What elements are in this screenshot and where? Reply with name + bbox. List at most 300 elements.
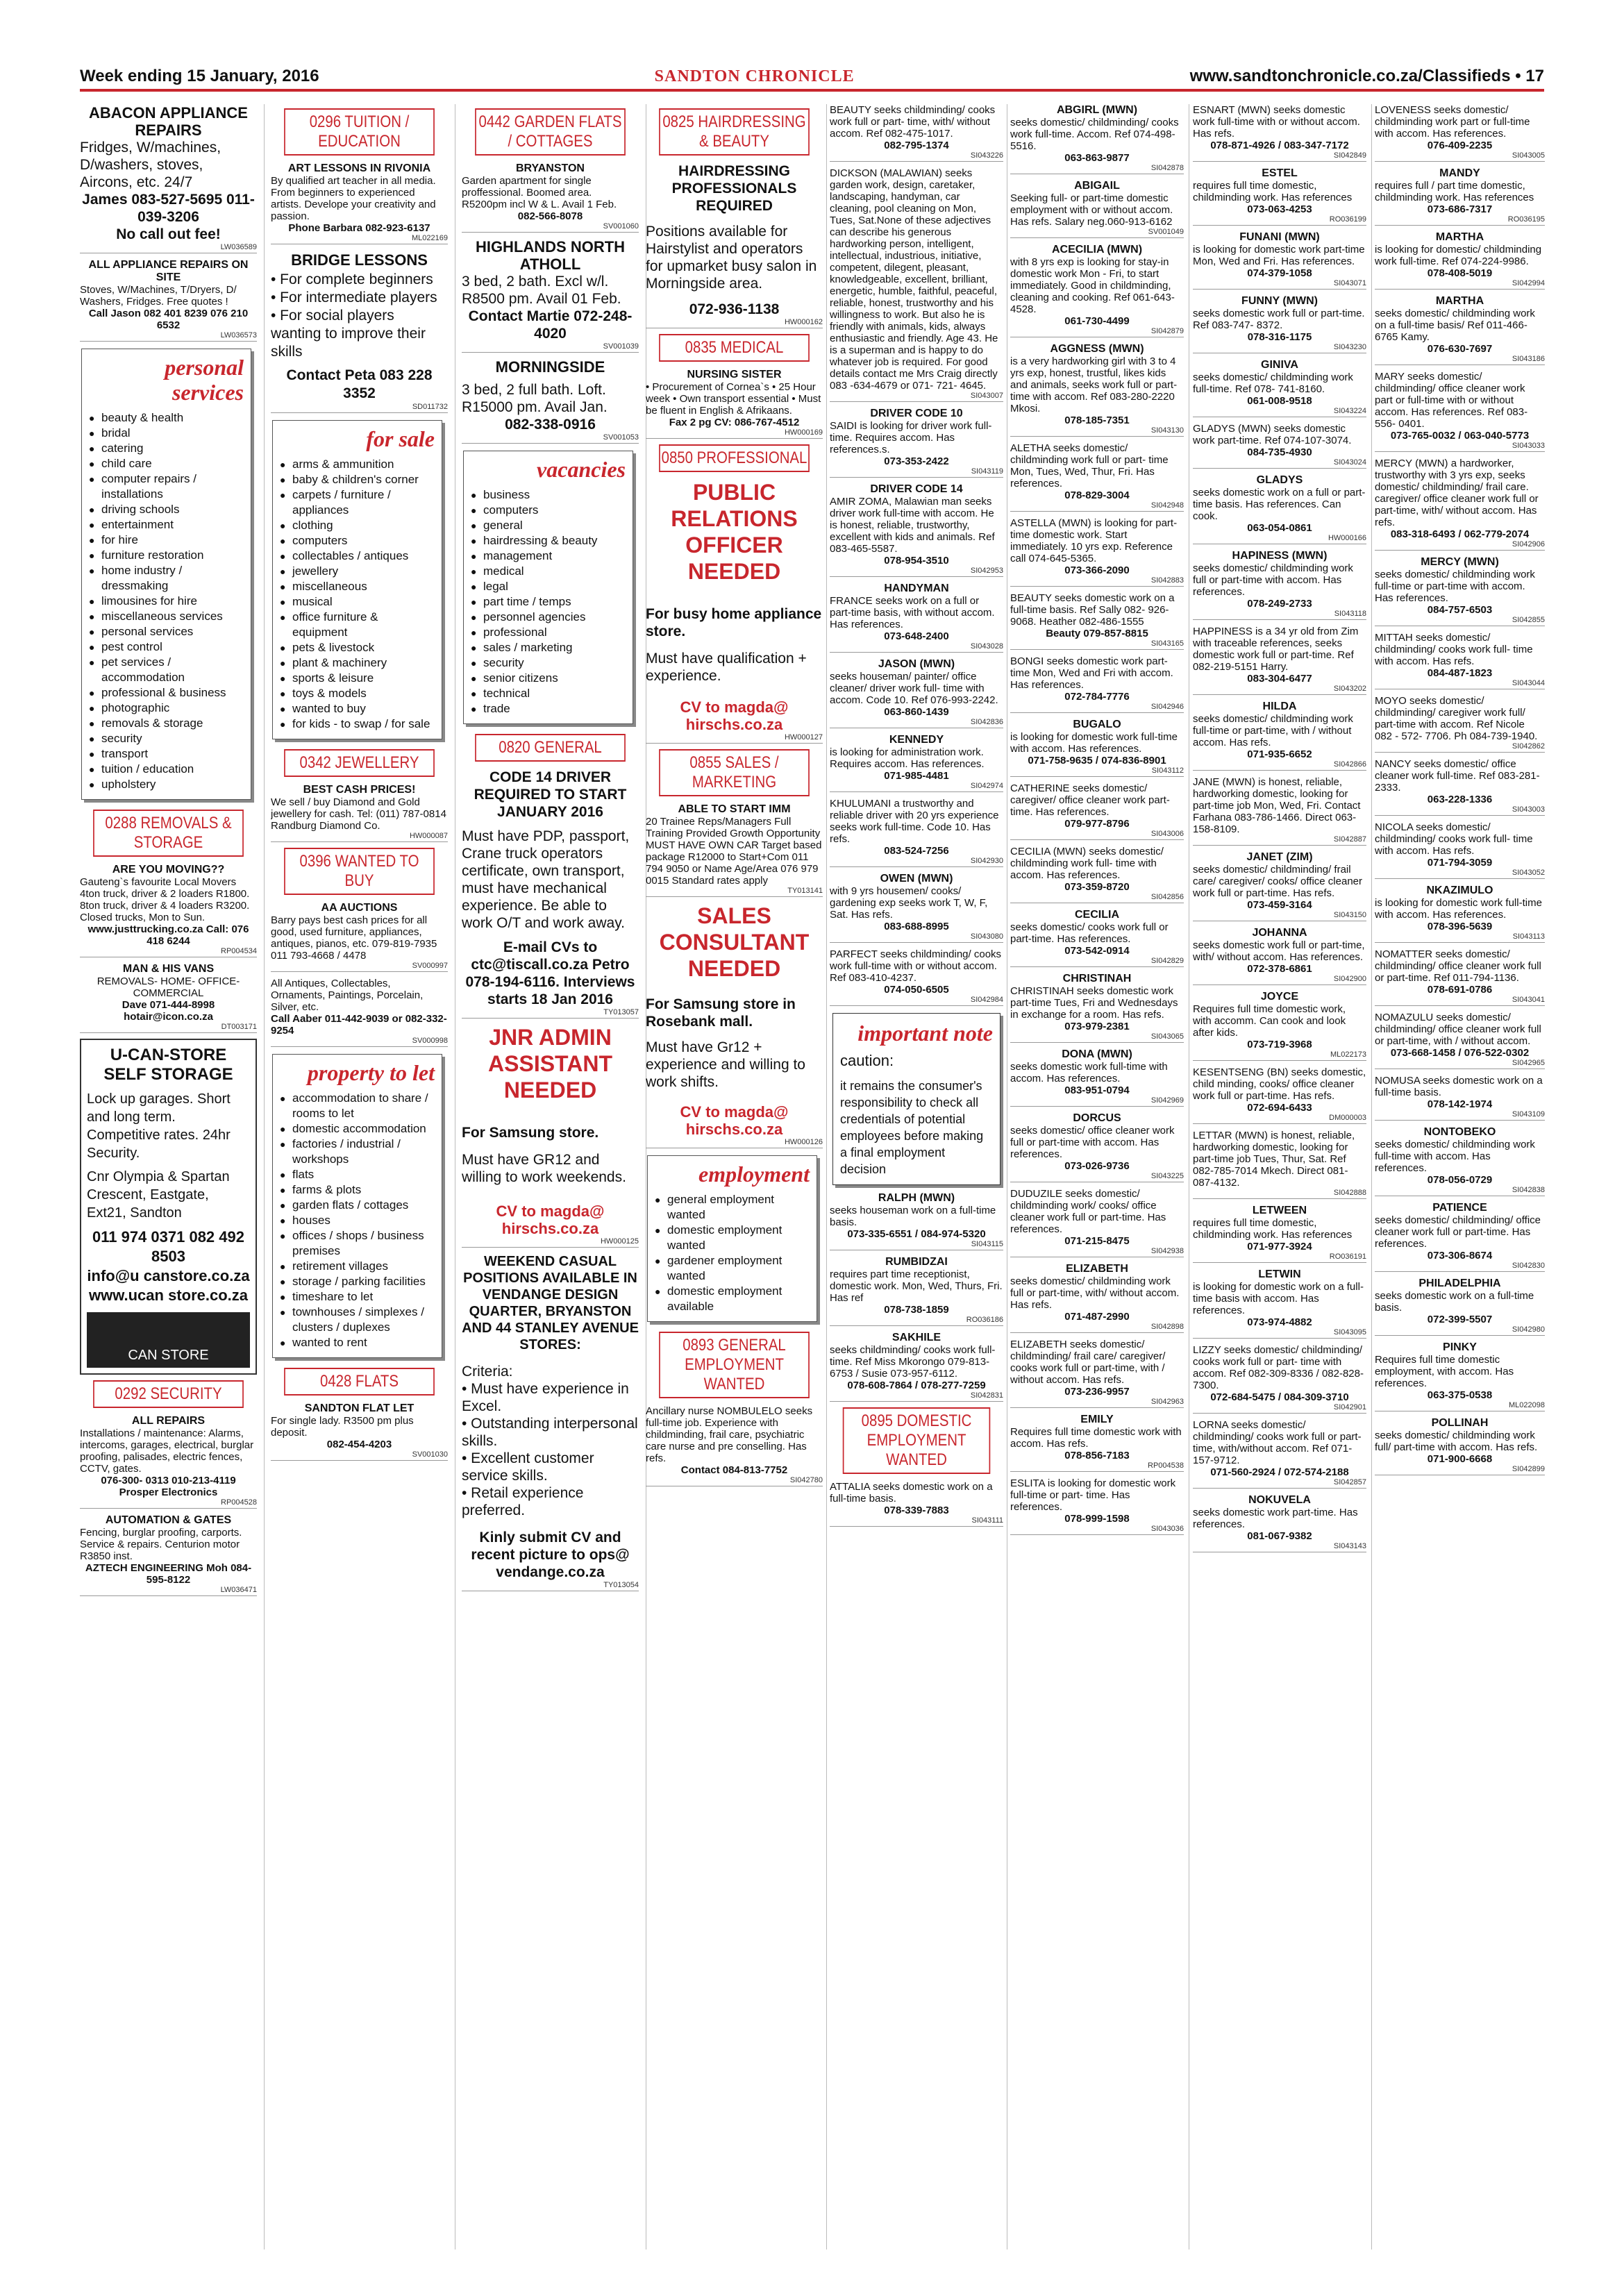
ad-weekend-casual: WEEKEND CASUAL POSITIONS AVAILABLE IN VENDANGE DESIGN QUARTER, BRYANSTON AND 44 STANLEY AVENUE STORES: Criteria: • Must have experience in Excel. • Outstanding interpersonal skills. • Excellent customer service skills. • Retail experience preferred. Kinly submit CV and recent picture to ops@ vendange.co.za TY013054: [462, 1253, 639, 1591]
category-item: ● wanted to rent: [280, 1335, 435, 1350]
ad-contact: 078-056-0729: [1427, 1174, 1493, 1186]
category-item: ● plant & machinery: [280, 655, 435, 671]
ad-body: seeks domestic/ childminding/ cooks work full-time. Accom. Ref 074-498-5516.: [1010, 117, 1179, 152]
for-sale-list: [280, 457, 435, 732]
classified-ad: [1193, 1268, 1366, 1339]
classified-ad: [1010, 1188, 1184, 1257]
ad-contact: 073-668-1458 / 076-522-0302: [1390, 1047, 1530, 1059]
ad-contact: 071-985-4481: [884, 770, 949, 782]
ad-body: ALETHA seeks domestic/ childminding work full or part- time Mon, Tues, Wed, Thur, Fri. Has references.: [1010, 442, 1169, 489]
category-item: ● driving schools: [89, 502, 244, 517]
classified-ad: [1010, 442, 1184, 512]
classified-ad: [1375, 1012, 1545, 1069]
ad-aa-auctions: AA AUCTIONS Barry pays best cash prices for all good, used furniture, appliances, antiques, pianos, etc. 079-819-7935 011 793-4668 / 4478 SV000997: [271, 902, 448, 972]
classified-ad: [1010, 909, 1184, 967]
ad-body: seeks domestic work on a full or part-time basis. Has references. Can cook.: [1193, 487, 1366, 522]
ad-body: MARY seeks domestic/ childminding/ office cleaner work part or full-time with or without accom. Has references. Ref 083-556- 0401.: [1375, 371, 1528, 430]
ad-contact: 073-979-2381: [1064, 1021, 1130, 1032]
ad-body: Requires full time domestic employment, with accom. Has references.: [1375, 1354, 1514, 1389]
ad-art-lessons: ART LESSONS IN RIVONIA By qualified art teacher in all media. From beginners to experienced artists. Develope your creativity and passion. Phone Barbara 082-923-6137 ML022169: [271, 162, 448, 244]
publication-name: SANDTON CHRONICLE: [654, 67, 855, 85]
ad-ralph: RALPH (MWN) seeks houseman work on a full-time basis. 073-335-6551 / 084-974-5320 SI043115: [830, 1192, 1003, 1250]
ad-body: LOVENESS seeks domestic/ childminding work part or full-time with accom. Has references.: [1375, 104, 1530, 140]
classified-ad: [1010, 1339, 1184, 1408]
ad-body: seeks domestic/ cooks work full or part-time. Has references.: [1010, 921, 1169, 945]
ad-body: ESLITA is looking for domestic work full-time or part- time. Has references.: [1010, 1477, 1176, 1513]
ad-reference: SI042878: [1010, 164, 1184, 174]
category-item: ● general employment wanted: [655, 1192, 810, 1223]
personal-services-box: personal services ● beauty & health ● bridal ● catering ● child care ● computer repairs / installations ● driving schools ● entertainment ● for hire ● furniture restoration ● home industry / dressmaking ● limousines for hire ● miscellaneous services ● personal services ● pest control ● pet services / accommodation ● professional & business ● photographic ● removals & storage ● security ● transport ● tuition / education ● upholstery: [81, 349, 251, 800]
section-general-employment-wanted: 0893 GENERAL EMPLOYMENT WANTED: [659, 1332, 810, 1398]
ad-title: ESTEL: [1262, 167, 1298, 179]
classified-ad: [1193, 1066, 1366, 1124]
ad-body: is looking for domestic/ childminding work full-time. Ref 074-224-9986.: [1375, 244, 1542, 267]
ad-reference: RO036191: [1193, 1252, 1366, 1263]
ad-reference: SI043024: [1193, 458, 1366, 469]
classified-ad: [1375, 1126, 1545, 1196]
ad-reference: SI043028: [830, 642, 1003, 653]
ad-body: seeks domestic/ office cleaner work full or part-time with accom. Has references.: [1010, 1125, 1175, 1160]
ad-reference: SI042899: [1375, 1465, 1545, 1475]
section-garden-flats: 0442 GARDEN FLATS / COTTAGES: [475, 108, 626, 156]
ad-body: NOMAZULU seeks domestic/ childminding/ office cleaner work full or part-time, with / without accom.: [1375, 1012, 1541, 1047]
ad-title: DRIVER CODE 10: [870, 408, 963, 419]
issue-date: Week ending 15 January, 2016: [80, 67, 319, 85]
classified-ad: [1010, 782, 1184, 840]
ad-body: seeks domestic/ childminding work full-time or part-time, with / without accom. Has refs.: [1193, 713, 1353, 748]
classified-ad: [1375, 1341, 1545, 1411]
ad-body: requires full / part time domestic, childminding work. Has references: [1375, 180, 1534, 203]
ad-reference: RP004538: [1010, 1461, 1184, 1472]
ad-contact: 078-871-4926 / 083-347-7172: [1210, 140, 1349, 151]
ad-reference: SI042965: [1375, 1059, 1545, 1069]
ad-title: ABIGAIL: [1074, 180, 1120, 192]
ad-morningside: MORNINGSIDE 3 bed, 2 full bath. Loft. R15000 pm. Avail Jan. 082-338-0916 SV001053: [462, 358, 639, 444]
ad-body: is looking for domestic work full-time with accom. Has references.: [1375, 897, 1542, 921]
ad-contact: 073-359-8720: [1064, 881, 1130, 893]
classified-ad: [1010, 343, 1184, 437]
ad-contact: 073-366-2090: [1064, 564, 1130, 576]
ad-title: LETWIN: [1258, 1268, 1301, 1280]
category-item: ● carpets / furniture / appliances: [280, 487, 435, 518]
ad-reference: SI042883: [1010, 576, 1184, 587]
category-item: ● pest control: [89, 639, 244, 655]
ad-body: seeks domestic/ childminding work full-time with accom. Has references.: [1375, 1139, 1535, 1174]
category-item: ● houses: [280, 1213, 435, 1228]
ad-body: is looking for administration work. Requires accom. Has references.: [830, 746, 985, 770]
ad-ancillary-nurse: Ancillary nurse NOMBULELO seeks full-time job. Experience with childminding, frail care, psychiatric care nurse and pre conselling. Has refs. Contact 084-813-7752 SI042780: [646, 1405, 823, 1486]
ad-contact: 063-863-9877: [1064, 152, 1130, 164]
ad-contact: 083-688-8995: [884, 921, 949, 932]
classified-ad: [1010, 1263, 1184, 1333]
category-item: ● professional & business: [89, 685, 244, 701]
category-item: ● hairdressing & beauty: [471, 533, 626, 548]
classified-ad: [1193, 1419, 1366, 1489]
domestic-ads-list: [830, 104, 1003, 1006]
classified-ad: [1010, 655, 1184, 713]
classified-ad: [1193, 359, 1366, 417]
ad-title: ACECILIA (MWN): [1051, 244, 1143, 255]
ad-body: with 9 yrs housemen/ cooks/ gardening exp seeks work T, W, F, Sat. Has refs.: [830, 885, 988, 921]
ad-contact: 078-316-1175: [1247, 331, 1312, 343]
section-professional: 0850 PROFESSIONAL: [659, 444, 810, 472]
ad-body: with 8 yrs exp is looking for stay-in domestic work Mon - Fri, to start immediately. Good in childminding, cleaning and cooking. Ref 061-643- 4528.: [1010, 256, 1175, 315]
ad-body: seeks domestic/ childminding work full/ part-time with accom. Has refs.: [1375, 1430, 1538, 1453]
ad-contact: 078-999-1598: [1064, 1513, 1130, 1525]
ad-contact: 072-399-5507: [1427, 1314, 1493, 1325]
ad-title: OWEN (MWN): [880, 873, 953, 885]
ad-title: PHILADELPHIA: [1418, 1277, 1501, 1289]
ad-reference: SI043130: [1010, 426, 1184, 437]
ad-contact: 073-719-3968: [1247, 1039, 1312, 1050]
classified-ad: [1193, 1494, 1366, 1552]
category-item: ● child care: [89, 456, 244, 471]
ad-body: BEAUTY seeks domestic work on a full-time basis. Ref Sally 082- 926-9068. Heather 082-486-1555: [1010, 592, 1175, 628]
category-item: ● personnel agencies: [471, 610, 626, 625]
ad-body: LIZZY seeks domestic/ childminding/ cooks work full or part- time with accom. Ref 082-309-8336 / 082-828- 7300.: [1193, 1344, 1364, 1391]
ad-able-to-start: ABLE TO START IMM 20 Trainee Reps/Managers Full Training Provided Growth Opportunity MUST HAVE OWN CAR Target based package R12000 to Start+Com 011 794 9050 or Name Age/Area 076 979 0015 Standard rates apply TY013141: [646, 803, 823, 897]
ad-title: JOHANNA: [1252, 927, 1307, 939]
ad-reference: ML022098: [1375, 1401, 1545, 1411]
classified-ad: [1375, 885, 1545, 943]
category-item: ● for hire: [89, 533, 244, 548]
ad-body: AMIR ZOMA, Malawian man seeks driver work full-time with accom. He is honest, reliable, trustworthy, excellent with kids and animals. Ref 083-465-5587.: [830, 496, 995, 555]
classified-ad: [1375, 371, 1545, 452]
classified-ad: [830, 483, 1003, 577]
column-rule: [1371, 104, 1372, 2249]
ad-contact: 083-951-0794: [1064, 1084, 1130, 1096]
ad-contact: 078-408-5019: [1427, 267, 1493, 279]
classified-ad: [1375, 167, 1545, 226]
ad-reference: SI042974: [830, 782, 1003, 792]
classified-ad: [830, 658, 1003, 728]
category-item: ● security: [89, 731, 244, 746]
category-item: ● miscellaneous: [280, 579, 435, 594]
classified-ad: [1010, 719, 1184, 777]
ad-body: KHULUMANI a trustworthy and reliable driver with 20 yrs experience seeks work full-time. Code 10. Has refs.: [830, 798, 999, 845]
section-sales-marketing: 0855 SALES / MARKETING: [659, 749, 810, 796]
ad-body: MERCY (MWN) a hardworker, trustworthy with 3 yrs exp, seeks domestic/ childminding/ frail care. caregiver/ office cleaner work full or part-time, with/ without accom. Has refs.: [1375, 458, 1539, 528]
ad-contact: 071-758-9635 / 074-836-8901: [1028, 755, 1166, 766]
ad-reference: SI043052: [1375, 869, 1545, 879]
ad-title: MARTHA: [1435, 231, 1484, 243]
category-item: ● flats: [280, 1167, 435, 1182]
ad-contact: 081-067-9382: [1247, 1530, 1312, 1542]
ad-body: seeks domestic/ childminding/ frail care/ caregiver/ cooks/ office cleaner work full or part-time. Has refs.: [1193, 864, 1363, 899]
classified-ad: [1010, 846, 1184, 903]
ad-reference: SI043165: [1010, 639, 1184, 650]
ad-contact: 078-829-3004: [1064, 489, 1130, 501]
ad-reference: SI043143: [1193, 1542, 1366, 1552]
category-item: ● home industry / dressmaking: [89, 563, 244, 594]
category-item: ● sports & leisure: [280, 671, 435, 686]
ad-body: is looking for domestic work on a full-time basis with accom. Has references.: [1193, 1281, 1364, 1316]
ad-title: ELIZABETH: [1066, 1263, 1128, 1275]
column-1: [80, 104, 257, 2249]
ad-contact: 078-856-7183: [1064, 1450, 1130, 1461]
ad-reference: SI043150: [1193, 911, 1366, 921]
ad-sandton-flat: SANDTON FLAT LET For single lady. R3500 pm plus deposit. 082-454-4203 SV001030: [271, 1402, 448, 1461]
ad-pr-officer: PUBLIC RELATIONS OFFICER NEEDED For busy home appliance store. Must have qualification + experience. CV to magda@ hirschs.co.za HW000127: [646, 479, 823, 744]
ad-body: MITTAH seeks domestic/ childminding/ cooks work full- time with accom. Has refs.: [1375, 632, 1533, 667]
classified-ad: [1193, 701, 1366, 771]
ad-title: KENNEDY: [889, 734, 944, 746]
classified-ad: [1193, 1130, 1366, 1199]
ad-body: NANCY seeks domestic/ office cleaner work full-time. Ref 083-281-2333.: [1375, 758, 1540, 794]
ad-highlands: HIGHLANDS NORTH ATHOLL 3 bed, 2 bath. Excl w/l. R8500 pm. Avail 01 Feb. Contact Martie 072-248-4020 SV001039: [462, 238, 639, 353]
ad-body: seeks domestic/ childminding work full or part-time, with/ without accom. Has refs.: [1010, 1275, 1180, 1311]
ad-contact: 072-694-6433: [1247, 1102, 1312, 1114]
ad-title: BUGALO: [1073, 719, 1121, 730]
ad-reference: SI042838: [1375, 1186, 1545, 1196]
section-label: www.sandtonchronicle.co.za/Classifieds • 17: [1189, 67, 1544, 85]
ad-contact: 063-375-0538: [1427, 1389, 1493, 1401]
ad-attalia: ATTALIA seeks domestic work on a full-time basis. 078-339-7883 SI043111: [830, 1481, 1003, 1527]
ad-code14-driver: CODE 14 DRIVER REQUIRED TO START JANUARY 2016 Must have PDP, passport, Crane truck operators certificate, own transport, must have mechanical experience. Be able to work O/T and work away. E-mail CVs to ctc@tiscall.co.za Petro 078-194-6116. Interviews starts 18 Jan 2016 TY013057: [462, 769, 639, 1019]
ad-contact: 078-691-0786: [1427, 984, 1493, 996]
ad-reference: HW000166: [1193, 534, 1366, 544]
classified-ad: [830, 104, 1003, 162]
ad-nursing-sister: NURSING SISTER • Procurement of Cornea`s • 25 Hour week • Own transport essential • Must be fluent in English & Afrikaans. Fax 2 pg CV: 086-767-4512 HW000169: [646, 369, 823, 439]
ad-reference: SI043044: [1375, 679, 1545, 689]
ad-moving: ARE YOU MOVING?? Gauteng`s favourite Local Movers 4ton truck, driver & 2 loaders R1800. 8ton truck, driver & 4 loaders R3200. Closed trucks, Mon to Sun. www.justtrucking.co.za Call: 076 418 6244 RP004534: [80, 864, 257, 957]
ad-body: seeks domestic work part-time. Has references.: [1193, 1507, 1358, 1530]
ad-ucan-store: U-CAN-STORE SELF STORAGE Lock up garages. Short and long term. Competitive rates. 24hr Security. Cnr Olympia & Spartan Crescent, Eastgate, Ext21, Sandton 011 974 0371 082 492 8503 info@u canstore.co.za www.ucan store.co.za CAN STORE: [80, 1039, 257, 1375]
category-item: ● office furniture & equipment: [280, 610, 435, 640]
ad-contact: 078-396-5639: [1427, 921, 1493, 932]
ad-body: HAPPINESS is a 34 yr old from Zim with traceable references, seeks domestic work full or part-time. Ref 082-219-5151 Harry.: [1193, 626, 1359, 673]
ad-reference: SI042963: [1010, 1398, 1184, 1408]
category-item: ● timeshare to let: [280, 1289, 435, 1305]
ad-automation: AUTOMATION & GATES Fencing, burglar proofing, carports. Service & repairs. Centurion motor R3850 inst. AZTECH ENGINEERING Moh 084-595-8122 LW036471: [80, 1514, 257, 1596]
ad-reference: SI043226: [830, 151, 1003, 162]
ad-contact: 078-185-7351: [1064, 414, 1130, 426]
classified-ad: [1010, 104, 1184, 174]
ad-contact: 072-784-7776: [1064, 691, 1130, 703]
ad-body: KESENTSENG (BN) seeks domestic, child minding, cooks/ office cleaner work full or part-time. Has refs.: [1193, 1066, 1366, 1102]
ad-contact: 073-648-2400: [884, 630, 949, 642]
ad-reference: SI043080: [830, 932, 1003, 943]
category-item: ● security: [471, 655, 626, 671]
ad-title: EMILY: [1080, 1414, 1114, 1425]
ad-jnr-admin: JNR ADMIN ASSISTANT NEEDED For Samsung store. Must have GR12 and willing to work weekends. CV to magda@ hirschs.co.za HW000125: [462, 1024, 639, 1248]
ad-reference: RO036195: [1375, 215, 1545, 226]
category-item: ● offices / shops / business premises: [280, 1228, 435, 1259]
ad-contact: 076-630-7697: [1427, 343, 1493, 355]
ad-contact: 071-900-6668: [1427, 1453, 1493, 1465]
ad-reference: SI042830: [1375, 1262, 1545, 1272]
category-item: ● legal: [471, 579, 626, 594]
section-domestic-employment-wanted: 0895 DOMESTIC EMPLOYMENT WANTED: [843, 1407, 991, 1474]
ad-body: ESNART (MWN) seeks domestic work full-time with or without accom. Has refs.: [1193, 104, 1360, 140]
classified-ad: [830, 734, 1003, 792]
ad-body: seeks domestic/ childminding work on a full-time basis/ Ref 011-466-6765 Kamy.: [1375, 308, 1535, 343]
ad-reference: SI042969: [1010, 1096, 1184, 1107]
category-item: ● domestic employment available: [655, 1284, 810, 1314]
category-item: ● wanted to buy: [280, 701, 435, 717]
domestic-ads-list: [1010, 104, 1184, 1535]
ad-contact: 071-215-8475: [1064, 1235, 1130, 1247]
classified-ad: [1375, 695, 1545, 753]
ad-body: seeks domestic work full or part-time, with/ without accom. Has references.: [1193, 939, 1365, 963]
ad-body: BEAUTY seeks childminding/ cooks work full or part- time, with/ without accom. Ref 082-475-1017.: [830, 104, 996, 140]
ad-reference: SI042946: [1010, 703, 1184, 713]
category-item: ● beauty & health: [89, 410, 244, 426]
ad-contact: 078-249-2733: [1247, 598, 1312, 610]
ad-reference: SI042862: [1375, 742, 1545, 753]
ad-body: FRANCE seeks work on a full or part-time basis, with without accom. Has references.: [830, 595, 995, 630]
ad-hairdressing: HAIRDRESSING PROFESSIONALS REQUIRED Positions available for Hairstylist and operators for upmarket busy salon in Morningside area. 072-936-1138 HW000162: [646, 162, 823, 328]
section-tuition: 0296 TUITION / EDUCATION: [284, 108, 435, 156]
ad-reference: ML022173: [1193, 1050, 1366, 1061]
category-item: ● computers: [280, 533, 435, 548]
section-jewellery: 0342 JEWELLERY: [284, 749, 435, 777]
ad-reference: SI043186: [1375, 355, 1545, 365]
classified-ad: [1010, 1477, 1184, 1535]
ad-body: seeks houseman/ painter/ office cleaner/ driver work full- time with accom. Code 10. Ref 076-993-2242.: [830, 671, 998, 706]
vacancies-list: [471, 487, 626, 717]
ad-body: seeks domestic/ childminding work full or part-time with accom. Has references.: [1193, 562, 1353, 598]
ad-body: LORNA seeks domestic/ childminding/ cooks work full or part-time, with/without accom. Ref 071-157-9712.: [1193, 1419, 1362, 1466]
section-security: 0292 SECURITY: [93, 1380, 244, 1408]
ad-abacon: ABACON APPLIANCE REPAIRS Fridges, W/machines, D/washers, stoves, Aircons, etc. 24/7 James 083-527-5695 011-039-3206 No call out fee! LW036589: [80, 104, 257, 253]
ad-body: DICKSON (MALAWIAN) seeks garden work, design, caretaker, landscaping, handyman, car cleaning, pool cleaning on Mon, Tues, Sat.None of these adjectives can describe his generous hardworking person, intelligent, intellectual, industrious, initiative, competent, dilegent, pleasant, knowledgeable, excellent, brilliant, energetic, humble, faithful, peaceful, reliable, honest, trustworthy and his willingness to work. But also he is friendly with animals, kids, always enthusiastic and friendly. Age 43. He is a superman and is happy to do whatever job is required. For good details contact me Mrs Craig directly 083 -634-4679 or 071- 721- 4645.: [830, 167, 998, 392]
ad-title: JOYCE: [1260, 991, 1299, 1003]
classified-ad: [830, 798, 1003, 867]
category-item: ● baby & children's corner: [280, 472, 435, 487]
category-item: ● farms & plots: [280, 1182, 435, 1198]
ad-contact: 073-063-4253: [1247, 203, 1312, 215]
category-item: ● domestic employment wanted: [655, 1223, 810, 1253]
ad-sales-consultant: SALES CONSULTANT NEEDED For Samsung store in Rosebank mall. Must have Gr12 + experience and willing to work shifts. CV to magda@ hirschs.co.za HW000126: [646, 903, 823, 1148]
ad-body: seeks domestic/ childminding work full-time or part-time with accom. Has references.: [1375, 569, 1535, 604]
category-item: ● furniture restoration: [89, 548, 244, 563]
ad-contact: 078-954-3510: [884, 555, 949, 567]
ad-body: is looking for domestic work full-time with accom. Has references.: [1010, 731, 1178, 755]
page-header: [80, 64, 1544, 92]
category-item: ● senior citizens: [471, 671, 626, 686]
ad-reference: SI043003: [1375, 805, 1545, 816]
ad-title: NKAZIMULO: [1426, 885, 1493, 896]
category-item: ● catering: [89, 441, 244, 456]
classified-ad: [1193, 104, 1366, 162]
ad-title: GLADYS: [1256, 474, 1303, 486]
ad-contact: 073-026-9736: [1064, 1160, 1130, 1172]
ad-reference: SI043071: [1193, 279, 1366, 290]
ad-title: LETWEEN: [1252, 1205, 1307, 1216]
ucan-logo: CAN STORE: [87, 1312, 250, 1368]
column-3: [462, 104, 639, 2249]
category-item: ● part time / temps: [471, 594, 626, 610]
domestic-ads-list: [1375, 104, 1545, 1475]
ad-body: BONGI seeks domestic work part-time Mon, Wed and Fri with accom. Has references.: [1010, 655, 1173, 691]
category-item: ● technical: [471, 686, 626, 701]
ad-contact: 063-228-1336: [1427, 794, 1493, 805]
category-item: ● entertainment: [89, 517, 244, 533]
category-item: ● trade: [471, 701, 626, 717]
category-item: ● domestic accommodation: [280, 1121, 435, 1137]
section-wanted-to-buy: 0396 WANTED TO BUY: [284, 848, 435, 895]
ad-reference: SI042906: [1375, 540, 1545, 551]
ad-contact: 083-304-6477: [1247, 673, 1312, 685]
ad-body: CECILIA (MWN) seeks domestic/ childminding work full- time with accom. Has references.: [1010, 846, 1164, 881]
classified-ad: [1193, 927, 1366, 985]
classified-ad: [1375, 1417, 1545, 1475]
classified-ad: [1193, 167, 1366, 226]
ad-body: is looking for domestic work part-time Mon, Wed and Fri. Has references.: [1193, 244, 1365, 267]
classified-ad: [1193, 1205, 1366, 1263]
category-item: ● toys & models: [280, 686, 435, 701]
category-item: ● pet services / accommodation: [89, 655, 244, 685]
ad-reference: SI043224: [1193, 407, 1366, 417]
ad-reference: SI042930: [830, 857, 1003, 867]
ad-reference: SI043202: [1193, 685, 1366, 695]
ad-reference: SI042938: [1010, 1247, 1184, 1257]
category-item: ● musical: [280, 594, 435, 610]
classified-ad: [1193, 776, 1366, 846]
classified-ad: [830, 167, 1003, 402]
ad-title: MARTHA: [1435, 295, 1484, 307]
ad-contact: 073-236-9957: [1064, 1386, 1130, 1398]
ad-title: DRIVER CODE 14: [870, 483, 963, 495]
ad-title: DORCUS: [1073, 1112, 1121, 1124]
ad-body: NICOLA seeks domestic/ childminding/ cooks work full- time with accom. Has refs.: [1375, 821, 1533, 857]
column-5: [830, 104, 1003, 2249]
column-4: [646, 104, 823, 2249]
ad-body: Seeking full- or part-time domestic employment with or without accom. Has refs. Salary neg.060-913-6162: [1010, 192, 1173, 228]
ad-reference: SI042994: [1375, 279, 1545, 290]
ad-body: JANE (MWN) is honest, reliable, hardworking domestic, looking for part-time job Mon, Wed, Fri. Contact Farhana 083-786-1466. Direct 063-158-8109.: [1193, 776, 1361, 835]
ad-contact: 071-794-3059: [1427, 857, 1493, 869]
category-item: ● management: [471, 548, 626, 564]
category-item: ● bridal: [89, 426, 244, 441]
ad-reference: SI043230: [1193, 343, 1366, 353]
ad-reference: SI042855: [1375, 616, 1545, 626]
ad-reference: SI043225: [1010, 1172, 1184, 1182]
ad-title: AGGNESS (MWN): [1050, 343, 1144, 355]
ad-body: ELIZABETH seeks domestic/ childminding/ frail care/ caregiver/ cooks work full or part-time, with / without accom. Has refs.: [1010, 1339, 1166, 1386]
ad-contact: 074-379-1058: [1247, 267, 1312, 279]
ad-title: PATIENCE: [1432, 1202, 1487, 1214]
ad-reference: SI043005: [1375, 151, 1545, 162]
ad-title: JANET (ZIM): [1246, 851, 1313, 863]
ad-body: seeks domestic work on a full-time basis.: [1375, 1290, 1534, 1314]
ad-title: DONA (MWN): [1062, 1048, 1132, 1060]
ad-contact: 073-542-0914: [1064, 945, 1130, 957]
classified-ad: [1010, 973, 1184, 1043]
vacancies-box: vacancies ● business ● computers ● general ● hairdressing & beauty ● management ● medical ● legal ● part time / temps ● personnel agencies ● professional ● sales / marketing ● security ● senior citizens ● technical ● trade: [463, 451, 633, 724]
ad-title: HANDYMAN: [884, 583, 949, 594]
category-item: ● gardener employment wanted: [655, 1253, 810, 1284]
classified-ad: [830, 948, 1003, 1006]
category-item: ● limousines for hire: [89, 594, 244, 609]
domestic-ads-list: [1193, 104, 1366, 1552]
ad-contact: 073-974-4882: [1247, 1316, 1312, 1328]
ad-contact: 084-487-1823: [1427, 667, 1493, 679]
ad-sakhile: SAKHILE seeks childminding/ cooks work full-time. Ref Miss Mkorongo 079-813- 6753 / Susie 073-957-6112. 078-608-7864 / 078-277-7259 SI042831: [830, 1332, 1003, 1402]
classified-ad: [1375, 1075, 1545, 1121]
classified-ad: [1375, 1202, 1545, 1272]
ad-title: HAPINESS (MWN): [1232, 550, 1328, 562]
classified-ad: [1193, 231, 1366, 290]
category-item: ● personal services: [89, 624, 244, 639]
column-7: [1193, 104, 1366, 2249]
ad-reference: SI043006: [1010, 830, 1184, 840]
ad-body: seeks domestic work full-time with accom. Has references.: [1010, 1061, 1168, 1084]
ad-reference: SI042849: [1193, 151, 1366, 162]
ad-reference: SI042953: [830, 567, 1003, 577]
ad-reference: SI043041: [1375, 996, 1545, 1006]
